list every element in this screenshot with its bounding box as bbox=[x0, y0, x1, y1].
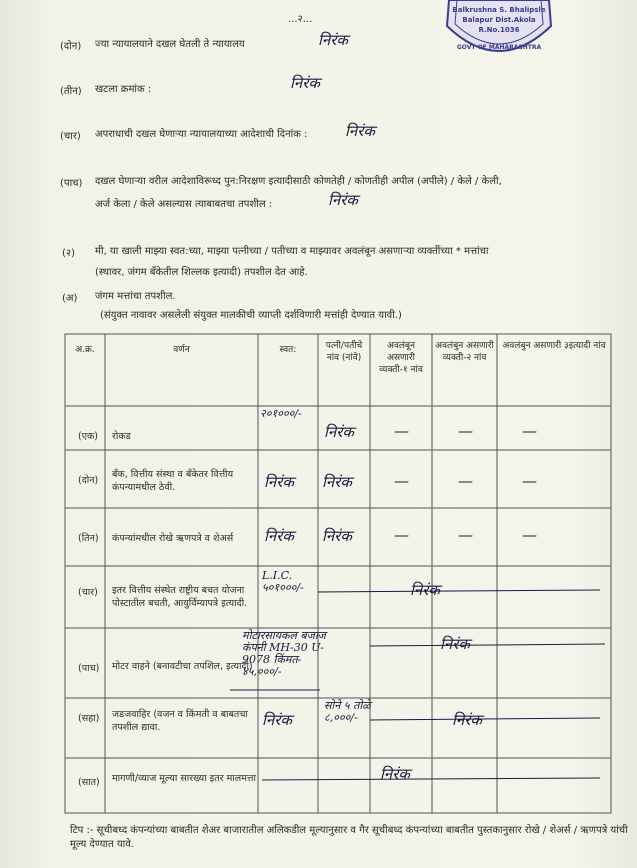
handwritten-nil: निरंक bbox=[328, 191, 358, 209]
item-number: (दोन) bbox=[60, 41, 82, 52]
column-header: स्वत: bbox=[279, 345, 297, 355]
handwritten-nil: निरंक bbox=[345, 122, 375, 140]
seal-place: Balapur Dist.Akola bbox=[462, 16, 536, 24]
official-seal bbox=[443, 0, 555, 64]
row-description: मागणी/व्याज मूल्या सारख्या इतर मालमत्ता bbox=[112, 773, 256, 784]
cell-dependent-3: — bbox=[522, 422, 537, 440]
row-number: (चार) bbox=[78, 587, 98, 598]
item-text: ज्या न्यायालयाने दखल घेतली ते न्यायालय bbox=[95, 39, 245, 50]
cell-dependent-1: निरंक bbox=[380, 765, 410, 783]
section-note: (संयुक्त नावावर असलेली संयुक्त मालकीची व्याप्ती दर्शविणारी मत्तांही देण्यात यावी.) bbox=[100, 310, 402, 321]
item-number: (पाच) bbox=[60, 178, 83, 189]
section-number: (अ) bbox=[62, 293, 78, 304]
row-description: बँक, वित्तीय संस्था व बँकेतर वित्तीय कंपन्यामधील ठेवी. bbox=[112, 469, 234, 493]
item-text: खटला क्रमांक : bbox=[95, 84, 152, 95]
cell-spouse: निरंक bbox=[324, 423, 354, 441]
cell-self: २०१०००/- bbox=[260, 407, 302, 420]
section-text: मी, या खाली माझ्या स्वत:च्या, माझ्या पत्नीच्या / पतीच्या व माझ्यावर अवलंबून असणाऱ्या व्यक्तींच्या * मत्तांचा bbox=[95, 246, 489, 257]
row-description: जडजवाहिर (वजन व किंमती व बाबतचा तपशील द्यावा. bbox=[112, 709, 248, 733]
row-number: (एक) bbox=[78, 431, 98, 442]
row-description: कंपन्यांमधील रोखे ऋणपत्रे व शेअर्स bbox=[112, 533, 234, 544]
cell-self: निरंक bbox=[264, 527, 294, 545]
column-header: वर्णन bbox=[173, 345, 190, 355]
column-header: अवलंबून असणारी व्यक्ती-१ नांव bbox=[379, 341, 423, 375]
column-header: अ.क्र. bbox=[75, 345, 95, 355]
cell-dependent-3: — bbox=[522, 526, 537, 544]
cell-dependent-2: — bbox=[458, 422, 473, 440]
row-number: (तिन) bbox=[78, 533, 99, 544]
seal-name: Balkrushna S. Bhalipsle bbox=[452, 6, 546, 14]
item-number: (चार) bbox=[60, 131, 81, 142]
seal-govt: GOVT OF MAHARASHTRA bbox=[456, 44, 542, 51]
cell-self: निरंक bbox=[264, 473, 294, 491]
item-number: (तीन) bbox=[60, 86, 82, 97]
row-number: (दोन) bbox=[78, 475, 99, 486]
cell-spouse: निरंक bbox=[322, 473, 352, 491]
row-number: (सहा) bbox=[78, 713, 100, 724]
column-header: अवलंबुन असणारी व्यक्ती-२ नांव bbox=[435, 341, 494, 363]
cell-spouse: निरंक bbox=[322, 527, 352, 545]
column-header: अवलंबुन असणारी ३इत्यादी नांव bbox=[502, 341, 606, 351]
handwritten-nil: निरंक bbox=[318, 31, 348, 49]
cell-dependent-3: — bbox=[522, 472, 537, 490]
cell-spouse: सोने ५ तोळे ८,०००/- bbox=[324, 699, 371, 724]
footnote: टिप :- सूचीबध्द कंपन्यांच्या बाबतीत शेअर बाजारातील अलिकडील मूल्यानुसार व गैर सूचीबध्द कंपन्यांच्या बाबतीत पुस्तकानुसार रोखे / शेअर्स / ऋणपत्रे यांची मूल्य देण्यात यावे. bbox=[70, 825, 628, 850]
cell-dependent-1: — bbox=[394, 472, 409, 490]
row-description: मोटर वाहने (बनावटीचा तपशिल, इत्यादी) bbox=[112, 661, 253, 672]
section-title: जंगम मत्तांचा तपशील. bbox=[95, 291, 176, 302]
cell-self: मोटारसायकल बजाज कंपनी MH-30 U-9078 किंमत- ४५,०००/- bbox=[242, 629, 326, 678]
row-description: रोकड bbox=[112, 431, 131, 442]
cell-self: L.I.C. ५०१०००/- bbox=[262, 569, 304, 594]
handwritten-nil: निरंक bbox=[290, 74, 320, 92]
cell-dependent-2: — bbox=[458, 526, 473, 544]
item-text: दखल घेणाऱ्या वरील आदेशाविरूध्द पुन:निरक्षण इत्यादीसाठी कोणतेही / कोणतीही अपील (अपीले) / केले / केली, bbox=[95, 176, 502, 187]
section-number: (२) bbox=[62, 248, 76, 259]
seal-reg: R.No.1036 bbox=[478, 26, 520, 34]
column-header: पत्नी/पतीचे नांव (नांवे) bbox=[325, 341, 363, 363]
page-number: ...२... bbox=[288, 14, 313, 25]
section-text: (स्थावर, जंगम बँकेतील शिल्लक इत्यादी) तपशील देत आहे. bbox=[95, 267, 308, 278]
cell-self: निरंक bbox=[262, 711, 292, 729]
cell-dependent-1: — bbox=[394, 526, 409, 544]
item-text-continued: अर्ज केला / केले असल्यास त्याबाबतचा तपशील : bbox=[95, 199, 273, 210]
cell-dependent-2: निरंक bbox=[452, 711, 482, 729]
cell-dependent-2: — bbox=[458, 472, 473, 490]
cell-dependent-1: — bbox=[394, 422, 409, 440]
row-number: (पाच) bbox=[78, 663, 100, 674]
cell-dependent-1: निरंक bbox=[410, 581, 440, 599]
row-number: (सात) bbox=[78, 777, 100, 788]
cell-dependent-1: निरंक bbox=[440, 635, 470, 653]
item-text: अपराधाची दखल घेणाऱ्या न्यायालयाच्या आदेशाची दिनांक : bbox=[95, 129, 308, 140]
row-description: इतर वित्तीय संस्थेत राष्ट्रीय बचत योजना पोस्टातील बचती, आयुर्विम्यापत्रे इत्यादी. bbox=[112, 585, 248, 609]
